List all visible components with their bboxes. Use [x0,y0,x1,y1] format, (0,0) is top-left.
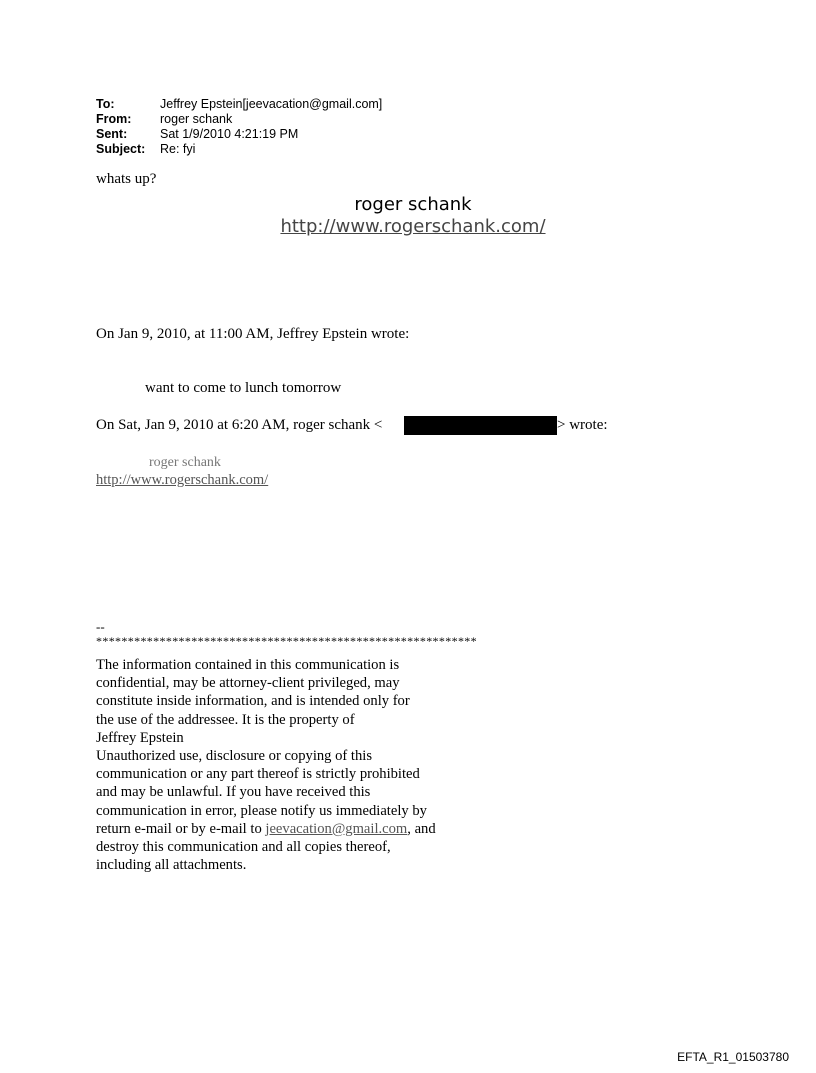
disclaimer-line: constitute inside information, and is intended only for [96,693,410,710]
disclaimer-line: the use of the addressee. It is the property of [96,711,355,728]
header-value: Sat 1/9/2010 4:21:19 PM [160,127,299,141]
header-label: To: [96,97,115,111]
header-value: Jeffrey Epstein[jeevacation@gmail.com] [160,97,383,111]
header-sent [96,127,382,142]
email-greeting: whats up? [96,171,157,187]
signature-name: roger schank [354,194,472,215]
disclaimer-return-suffix: , and [407,820,436,837]
quote2-attribution-prefix: On Sat, Jan 9, 2010 at 6:20 AM, roger schank < [96,417,383,433]
disclaimer-line: communication or any part thereof is strictly prohibited [96,766,420,783]
header-to [96,97,382,112]
header-subject [96,142,382,157]
disclaimer-line: including all attachments. [96,857,247,874]
quote1-attribution: On Jan 9, 2010, at 11:00 AM, Jeffrey Epstein wrote: [96,326,410,342]
disclaimer-line: and may be unlawful. If you have received this [96,784,371,801]
disclaimer-return-prefix: return e-mail or by e-mail to [96,820,266,837]
disclaimer-line: communication in error, please notify us immediately by [96,802,427,819]
header-label: Subject: [96,142,146,156]
separator-stars: ************************************************************ [96,634,477,648]
quote2-attribution-suffix: > wrote: [557,417,608,433]
signature-url-link[interactable]: http://www.rogerschank.com/ [280,216,546,237]
disclaimer-line-email [96,820,516,838]
quote2-signature-name: roger schank [149,455,221,470]
separator-dashes: -- [96,619,105,634]
header-value: roger schank [160,112,233,126]
quote2-signature-url-link[interactable]: http://www.rogerschank.com/ [96,472,269,488]
document-id: EFTA_R1_01503780 [677,1050,789,1064]
header-value: Re: fyi [160,142,196,156]
quote1-message: want to come to lunch tomorrow [145,380,342,396]
redaction-box [404,416,557,435]
disclaimer [96,656,516,874]
disclaimer-line: confidential, may be attorney-client privileged, may [96,675,400,692]
disclaimer-line: The information contained in this communication is [96,657,400,673]
header-label: From: [96,112,132,126]
header-from [96,112,382,127]
disclaimer-line: Jeffrey Epstein [96,729,184,746]
header-label: Sent: [96,127,128,141]
disclaimer-line: Unauthorized use, disclosure or copying of this [96,748,373,765]
disclaimer-email-link[interactable]: jeevacation@gmail.com [265,820,408,837]
disclaimer-line: destroy this communication and all copies thereof, [96,839,391,856]
email-headers [96,97,382,157]
